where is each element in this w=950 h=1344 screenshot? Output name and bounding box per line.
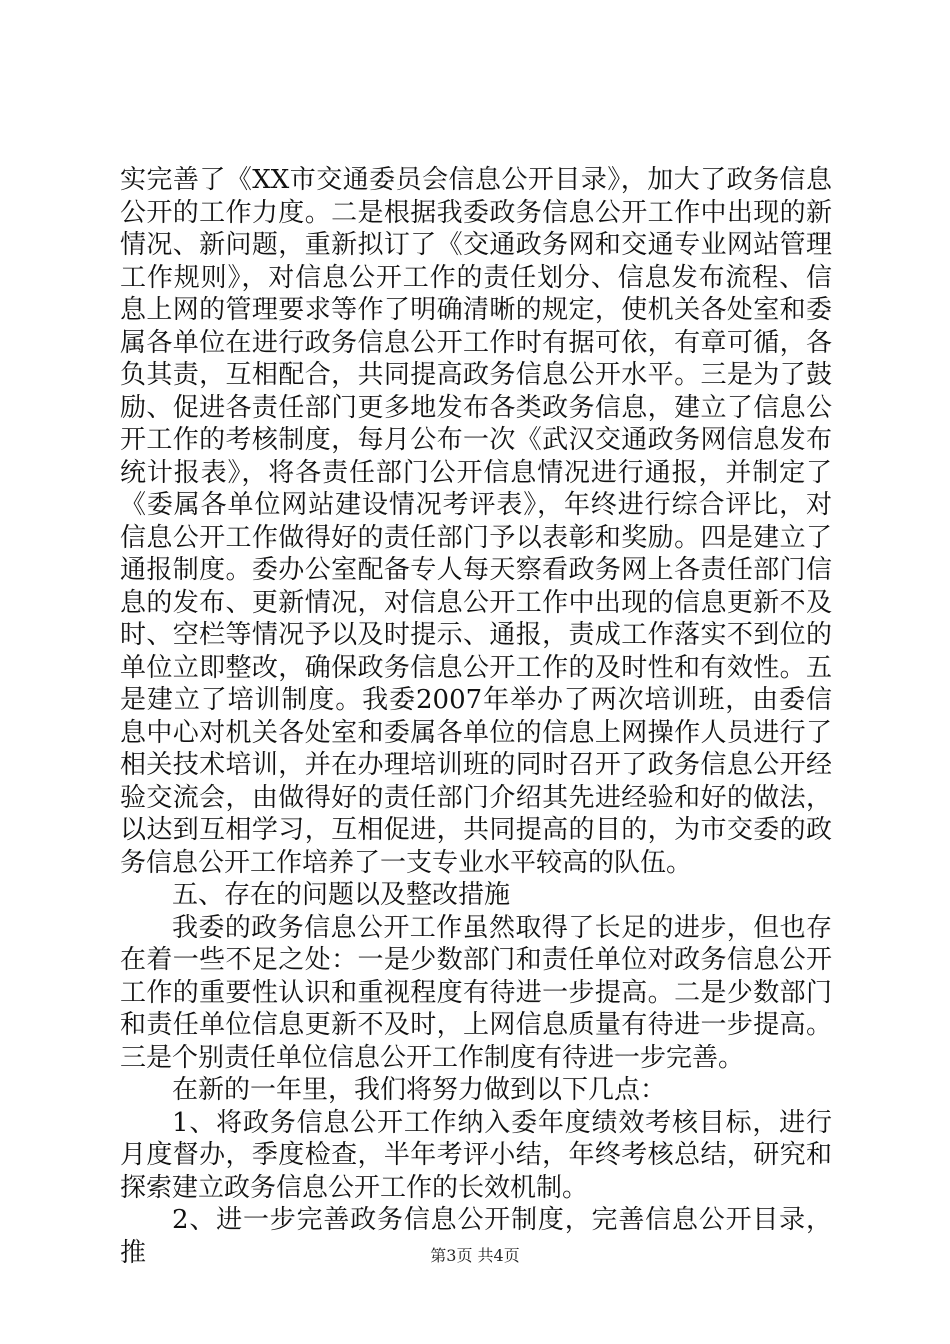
list-item-measure-1: 1、将政务信息公开工作纳入委年度绩效考核目标，进行月度督办，季度检查，半年考评小结，年终考核总结，研究和探索建立政务信息公开工作的长效机制。	[120, 1107, 832, 1203]
paragraph-continuation: 实完善了《XX市交通委员会信息公开目录》，加大了政务信息公开的工作力度。二是根据我委政务信息公开工作中出现的新情况、新问题，重新拟订了《交通政务网和交通专业网站管理工作规则》，对信息公开工作的责任划分、信息发布流程、信息上网的管理要求等作了明确清晰的规定，使机关各处室和委属各单位在进行政务信息公开工作时有据可依，有章可循，各负其责，互相配合，共同提高政务信息公开水平。三是为了鼓励、促进各责任部门更多地发布各类政务信息，建立了信息公开工作的考核制度，每月公布一次《武汉交通政务网信息发布统计报表》，将各责任部门公开信息情况进行通报，并制定了《委属各单位网站建设情况考评表》，年终进行综合评比，对信息公开工作做得好的责任部门予以表彰和奖励。四是建立了通报制度。委办公室配备专人每天察看政务网上各责任部门信息的发布、更新情况，对信息公开工作中出现的信息更新不及时、空栏等情况予以及时提示、通报，责成工作落实不到位的单位立即整改，确保政务信息公开工作的及时性和有效性。五是建立了培训制度。我委2007年举办了两次培训班，由委信息中心对机关各处室和委属各单位的信息上网操作人员进行了相关技术培训，并在办理培训班的同时召开了政务信息公开经验交流会，由做得好的责任部门介绍其先进经验和好的做法，以达到互相学习，互相促进，共同提高的目的，为市交委的政务信息公开工作培养了一支专业水平较高的队伍。	[120, 165, 832, 878]
list-item-measure-2: 2、进一步完善政务信息公开制度，完善信息公开目录，推	[120, 1205, 832, 1268]
page-footer: 第3页 共4页	[430, 1246, 520, 1265]
section-heading: 五、存在的问题以及整改措施	[172, 880, 511, 910]
document-body	[120, 164, 832, 1269]
paragraph-problems: 我委的政务信息公开工作虽然取得了长足的进步，但也存在着一些不足之处：一是少数部门和责任单位对政务信息公开工作的重要性认识和重视程度有待进一步提高。二是少数部门和责任单位信息更新不及时，上网信息质量有待进一步提高。三是个别责任单位信息公开工作制度有待进一步完善。	[120, 912, 832, 1073]
paragraph-intro-measures: 在新的一年里，我们将努力做到以下几点：	[172, 1075, 667, 1105]
